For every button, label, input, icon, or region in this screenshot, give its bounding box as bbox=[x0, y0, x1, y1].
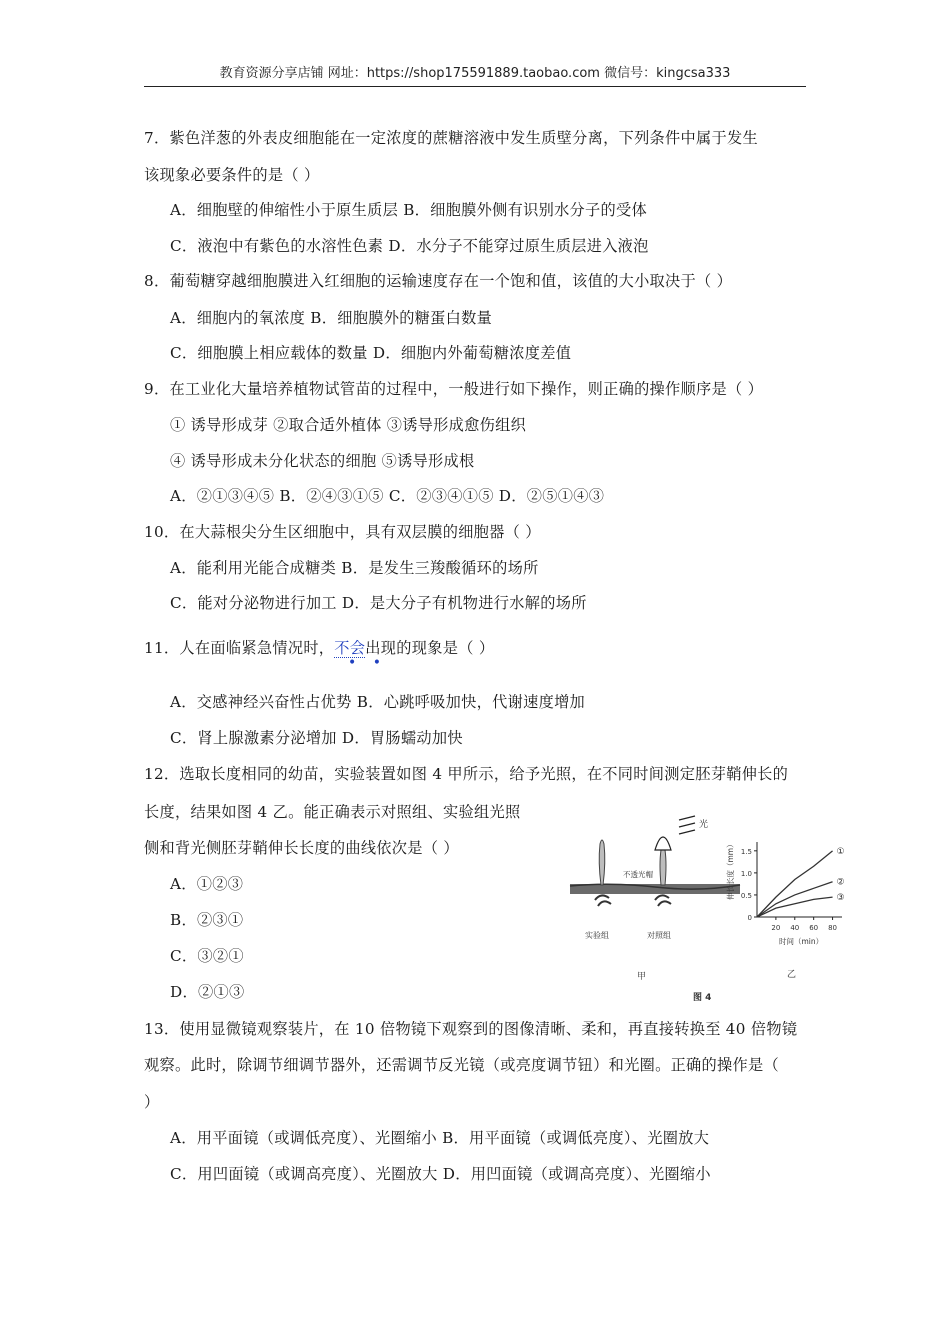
figure-4-svg bbox=[565, 812, 855, 1012]
x-tick-label: 40 bbox=[790, 924, 800, 932]
q13-stem-line1: 13．使用显微镜观察装片，在 10 倍物镜下观察到的图像清晰、柔和，再直接转换至 40 倍物镜 bbox=[144, 1020, 798, 1038]
q7-stem-line2: 该现象必要条件的是（ ） bbox=[144, 166, 320, 184]
q12-option-b: B．②③① bbox=[170, 911, 244, 929]
x-axis-label: 时间（min） bbox=[779, 937, 824, 946]
growth-chart bbox=[725, 840, 845, 946]
q11-stem bbox=[144, 638, 494, 658]
q11-stem-before: 11．人在面临紧急情况时， bbox=[144, 639, 335, 657]
y-tick-label: 0.5 bbox=[740, 891, 752, 900]
soil-band bbox=[570, 884, 740, 894]
x-tick-label: 60 bbox=[809, 924, 819, 932]
experiment-seed bbox=[595, 895, 611, 906]
left-group-label: 实验组 bbox=[585, 931, 609, 940]
y-tick-label: 1.0 bbox=[740, 869, 752, 878]
q11-emphasis-word: 不会 bbox=[334, 639, 366, 657]
panel-b-label: 乙 bbox=[787, 970, 797, 980]
header-divider bbox=[144, 86, 806, 87]
q8-options-line1: A．细胞内的氧浓度 B．细胞膜外的糖蛋白数量 bbox=[170, 309, 493, 327]
q12-option-d: D．②①③ bbox=[170, 983, 245, 1001]
q12-option-a: A．①②③ bbox=[170, 875, 244, 893]
q7-options-line1: A．细胞壁的伸缩性小于原生质层 B．细胞膜外侧有识别水分子的受体 bbox=[170, 201, 647, 219]
y-axis-label: 伸长长度（mm） bbox=[726, 840, 735, 900]
right-group-label: 对照组 bbox=[647, 931, 671, 940]
q11-emphasis-dots: • • bbox=[348, 655, 387, 671]
series-line-3 bbox=[757, 897, 833, 917]
q12-option-c: C．③②① bbox=[170, 947, 244, 965]
x-tick-label: 80 bbox=[828, 924, 838, 932]
opaque-cap bbox=[655, 837, 671, 850]
figure-4 bbox=[565, 812, 855, 1012]
series-line-1 bbox=[757, 851, 833, 917]
q13-options-line2: C．用凹面镜（或调高亮度）、光圈放大 D．用凹面镜（或调高亮度）、光圈缩小 bbox=[170, 1165, 711, 1183]
x-tick-label: 20 bbox=[771, 924, 781, 932]
panel-a-label: 甲 bbox=[637, 972, 647, 982]
q9-options: A．②①③④⑤ B．②④③①⑤ C．②③④①⑤ D．②⑤①④③ bbox=[170, 487, 605, 505]
q13-stem-line3: ） bbox=[144, 1093, 160, 1111]
q12-stem-line2: 长度，结果如图 4 乙。能正确表示对照组、实验组光照 bbox=[144, 803, 521, 821]
q13-stem-line2: 观察。此时，除调节细调节器外，还需调节反光镜（或亮度调节钮）和光圈。正确的操作是（ bbox=[144, 1056, 779, 1074]
q7-options-line2: C．液泡中有紫色的水溶性色素 D．水分子不能穿过原生质层进入液泡 bbox=[170, 237, 649, 255]
q7-stem-line1: 7．紫色洋葱的外表皮细胞能在一定浓度的蔗糖溶液中发生质壁分离，下列条件中属于发生 bbox=[144, 129, 758, 147]
q8-options-line2: C．细胞膜上相应载体的数量 D．细胞内外葡萄糖浓度差值 bbox=[170, 344, 572, 362]
experiment-seedling bbox=[599, 840, 605, 885]
q10-options-line2: C．能对分泌物进行加工 D．是大分子有机物进行水解的场所 bbox=[170, 594, 587, 612]
q8-stem: 8．葡萄糖穿越细胞膜进入红细胞的运输速度存在一个饱和值，该值的大小取决于（ ） bbox=[144, 272, 733, 290]
q9-steps-line2: ④ 诱导形成未分化状态的细胞 ⑤诱导形成根 bbox=[170, 452, 475, 470]
page-header: 教育资源分享店铺 网址：https://shop175591889.taobao.com 微信号：kingcsa333 bbox=[219, 66, 731, 81]
y-tick-label: 1.5 bbox=[740, 847, 752, 856]
cap-label: 不透光帽 bbox=[623, 870, 653, 879]
q12-stem-line3: 侧和背光侧胚芽鞘伸长长度的曲线依次是（ ） bbox=[144, 839, 459, 857]
control-seedling bbox=[660, 850, 666, 885]
q9-steps-line1: ① 诱导形成芽 ②取合适外植体 ③诱导形成愈伤组织 bbox=[170, 416, 527, 434]
control-seed bbox=[655, 895, 671, 906]
figure-label: 图 4 bbox=[693, 993, 712, 1003]
light-arrows bbox=[679, 816, 695, 834]
q10-options-line1: A．能利用光能合成糖类 B．是发生三羧酸循环的场所 bbox=[170, 559, 539, 577]
q12-stem-line1: 12．选取长度相同的幼苗，实验装置如图 4 甲所示，给予光照，在不同时间测定胚芽鞘伸长的 bbox=[144, 765, 789, 783]
q11-options-line2: C．肾上腺激素分泌增加 D．胃肠蠕动加快 bbox=[170, 729, 463, 747]
q13-options-line1: A．用平面镜（或调低亮度）、光圈缩小 B．用平面镜（或调低亮度）、光圈放大 bbox=[170, 1129, 710, 1147]
series-label-2: ② bbox=[836, 877, 845, 888]
y-tick-label: 0 bbox=[747, 914, 752, 922]
series-label-1: ① bbox=[836, 846, 845, 857]
series-label-3: ③ bbox=[836, 893, 845, 904]
q9-stem: 9．在工业化大量培养植物试管苗的过程中，一般进行如下操作，则正确的操作顺序是（ ） bbox=[144, 380, 764, 398]
q11-options-line1: A．交感神经兴奋性占优势 B．心跳呼吸加快，代谢速度增加 bbox=[170, 693, 586, 711]
light-label: 光 bbox=[699, 820, 709, 830]
q10-stem: 10．在大蒜根尖分生区细胞中，具有双层膜的细胞器（ ） bbox=[144, 523, 541, 541]
q11-stem-after: 出现的现象是（ ） bbox=[365, 639, 495, 657]
